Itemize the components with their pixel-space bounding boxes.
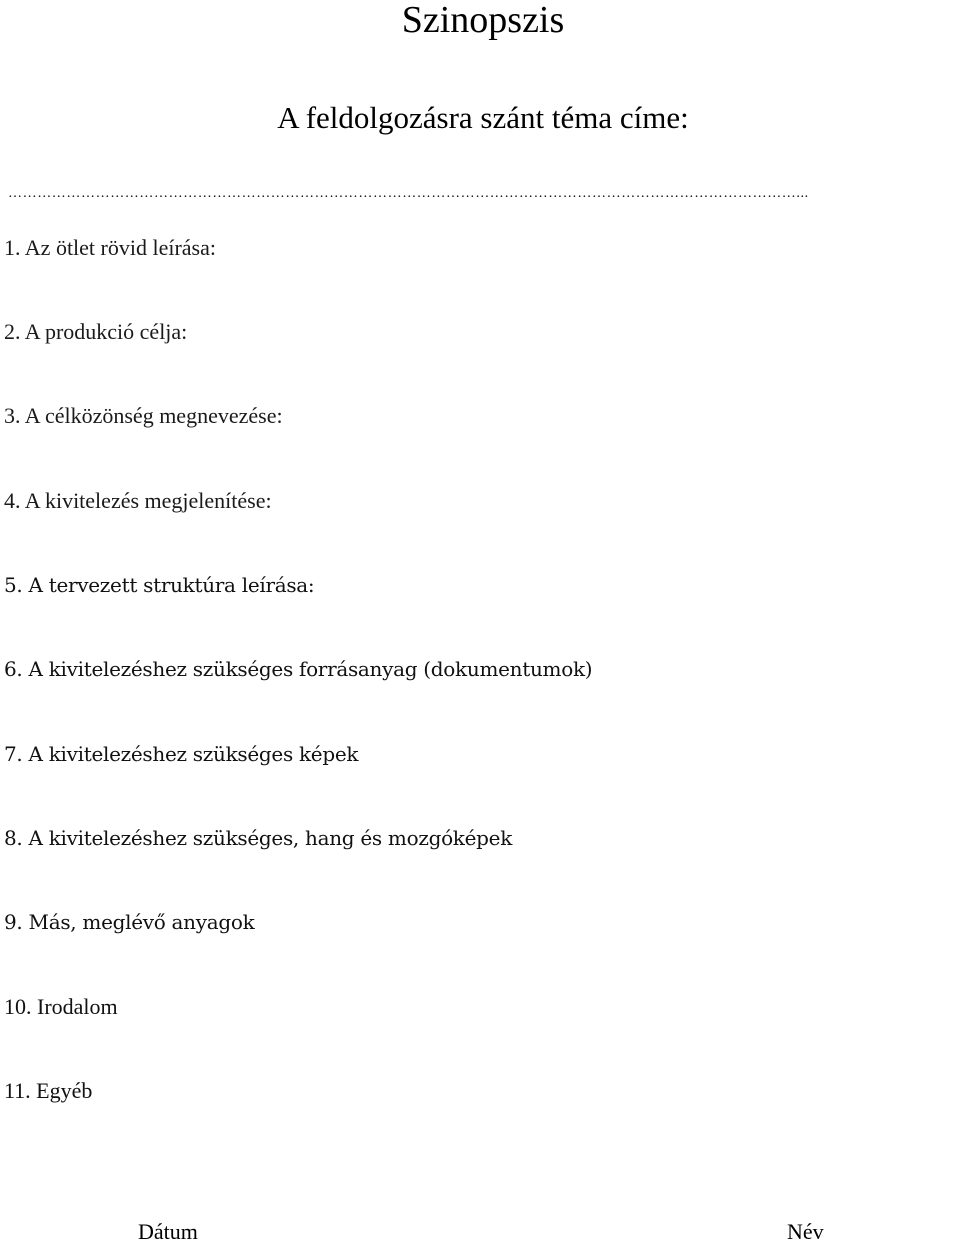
section-item: 7. A kivitelezéshez szükséges képek <box>4 742 359 766</box>
name-label: Név <box>787 1219 824 1244</box>
section-item: 1. Az ötlet rövid leírása: <box>4 235 216 260</box>
section-item: 5. A tervezett struktúra leírása: <box>4 573 315 597</box>
section-item: 11. Egyéb <box>4 1078 93 1103</box>
topic-title-label: A feldolgozásra szánt téma címe: <box>277 100 689 135</box>
section-item: 9. Más, meglévő anyagok <box>4 910 255 934</box>
topic-title-blank-line: ………………………………………………………………………………………………………………………………………………... <box>8 186 809 201</box>
section-item: 2. A produkció célja: <box>4 319 188 344</box>
section-item: 6. A kivitelezéshez szükséges forrásanyag (dokumentumok) <box>4 657 593 681</box>
section-item: 10. Irodalom <box>4 994 118 1019</box>
document-title: Szinopszis <box>401 0 565 41</box>
date-label: Dátum <box>138 1219 198 1244</box>
section-item: 4. A kivitelezés megjelenítése: <box>4 488 272 513</box>
section-item: 3. A célközönség megnevezése: <box>4 403 283 428</box>
section-item: 8. A kivitelezéshez szükséges, hang és mozgóképek <box>4 826 513 850</box>
